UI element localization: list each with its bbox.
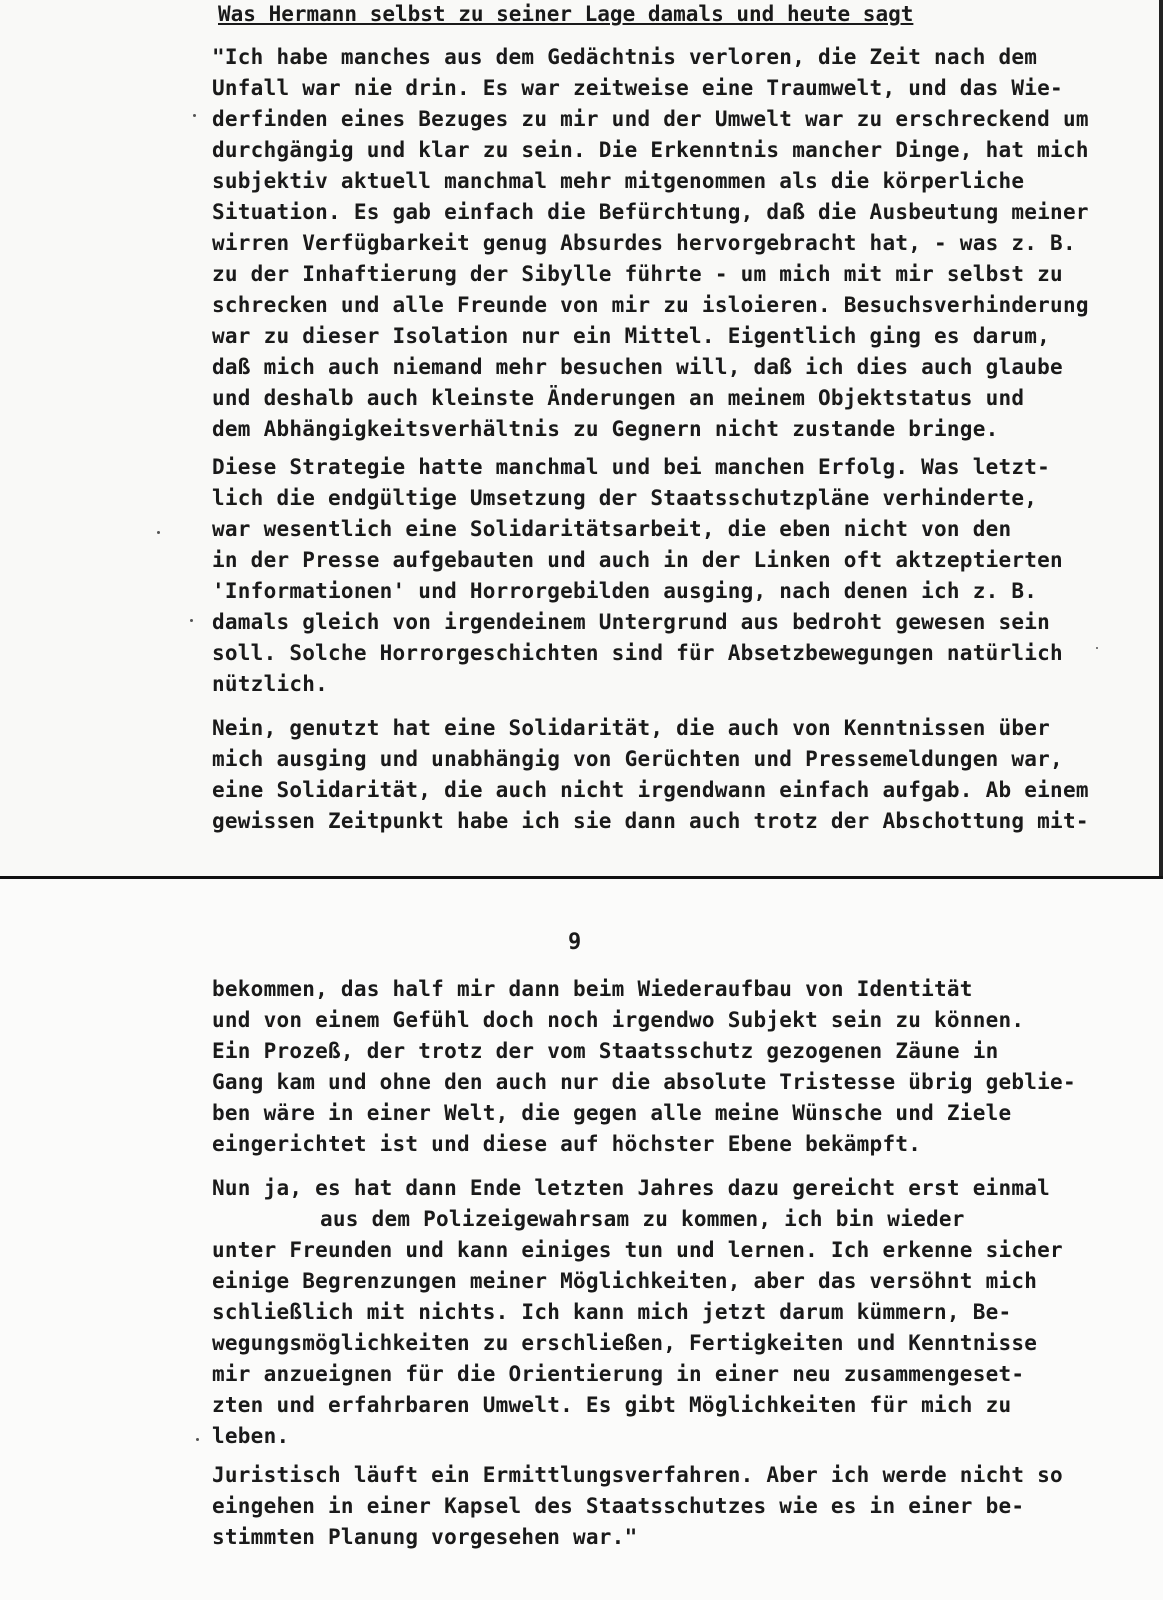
text-line: Nun ja, es hat dann Ende letzten Jahres dazu gereicht erst einmal [212,1176,1051,1200]
text-line: in der Presse aufgebauten und auch in der Linken oft aktzeptierten [212,548,1063,572]
text-line: derfinden eines Bezuges zu mir und der Umwelt war zu erschreckend um [212,107,1089,131]
text-line: bekommen, das half mir dann beim Wiederaufbau von Identität [212,977,973,1001]
text-line: Situation. Es gab einfach die Befürchtung, daß die Ausbeutung meiner [212,200,1089,224]
text-line: Gang kam und ohne den auch nur die absolute Tristesse übrig geblie- [212,1070,1076,1094]
text-line: zu der Inhaftierung der Sibylle führte - um mich mit mir selbst zu [212,262,1063,286]
text-line: Diese Strategie hatte manchmal und bei manchen Erfolg. Was letzt- [212,455,1051,479]
text-line: mich ausging und unabhängig von Gerüchten und Pressemeldungen war, [212,747,1063,771]
scan-speck [1096,647,1098,649]
text-line: leben. [212,1424,290,1448]
text-line: und von einem Gefühl doch noch irgendwo Subjekt sein zu können. [212,1008,1025,1032]
paragraph-2 [212,452,1112,700]
text-line: "Ich habe manches aus dem Gedächtnis verloren, die Zeit nach dem [212,45,1038,69]
paragraph-3 [212,713,1112,837]
text-line: damals gleich von irgendeinem Untergrund aus bedroht gewesen sein [212,610,1051,634]
paragraph-6 [212,1460,1112,1553]
text-line: gewissen Zeitpunkt habe ich sie dann auch trotz der Abschottung mit- [212,809,1089,833]
page-divider [0,876,1163,879]
scan-speck [190,619,193,622]
text-line: stimmten Planung vorgesehen war." [212,1525,638,1549]
scan-speck [157,531,160,534]
text-line: soll. Solche Horrorgeschichten sind für Absetzbewegungen natürlich [212,641,1063,665]
text-line: eingehen in einer Kapsel des Staatsschutzes wie es in einer be- [212,1494,1025,1518]
text-line: mir anzueignen für die Orientierung in einer neu zusammengeset- [212,1362,1025,1386]
text-line: schrecken und alle Freunde von mir zu isloieren. Besuchsverhinderung [212,293,1089,317]
text-line: wirren Verfügbarkeit genug Absurdes hervorgebracht hat, - was z. B. [212,231,1076,255]
text-line: war wesentlich eine Solidaritätsarbeit, die eben nicht von den [212,517,1012,541]
text-line: und deshalb auch kleinste Änderungen an meinem Objektstatus und [212,386,1025,410]
text-line: eine Solidarität, die auch nicht irgendwann einfach aufgab. Ab einem [212,778,1089,802]
text-line: wegungsmöglichkeiten zu erschließen, Fertigkeiten und Kenntnisse [212,1331,1038,1355]
scan-speck [193,114,196,117]
text-line: dem Abhängigkeitsverhältnis zu Gegnern nicht zustande bringe. [212,417,999,441]
paragraph-4 [212,974,1112,1160]
text-line: Unfall war nie drin. Es war zeitweise eine Traumwelt, und das Wie- [212,76,1063,100]
text-line: zten und erfahrbaren Umwelt. Es gibt Möglichkeiten für mich zu [212,1393,1012,1417]
text-line: durchgängig und klar zu sein. Die Erkenntnis mancher Dinge, hat mich [212,138,1089,162]
text-line: schließlich mit nichts. Ich kann mich jetzt darum kümmern, Be- [212,1300,1012,1324]
text-line: aus dem Polizeigewahrsam zu kommen, ich bin wieder [320,1207,965,1231]
text-line: war zu dieser Isolation nur ein Mittel. Eigentlich ging es darum, [212,324,1051,348]
text-line: daß mich auch niemand mehr besuchen will, daß ich dies auch glaube [212,355,1063,379]
page-edge-shadow [1159,0,1163,878]
section-heading: Was Hermann selbst zu seiner Lage damals und heute sagt [218,2,914,26]
text-line: Juristisch läuft ein Ermittlungsverfahren. Aber ich werde nicht so [212,1463,1063,1487]
text-line: einige Begrenzungen meiner Möglichkeiten, aber das versöhnt mich [212,1269,1038,1293]
text-line: unter Freunden und kann einiges tun und lernen. Ich erkenne sicher [212,1238,1063,1262]
text-line: lich die endgültige Umsetzung der Staatsschutzpläne verhinderte, [212,486,1038,510]
text-line: Nein, genutzt hat eine Solidarität, die auch von Kenntnissen über [212,716,1051,740]
text-line: subjektiv aktuell manchmal mehr mitgenommen als die körperliche [212,169,1025,193]
text-line: 'Informationen' und Horrorgebilden ausging, nach denen ich z. B. [212,579,1038,603]
paragraph-5 [212,1173,1112,1452]
paragraph-1 [212,42,1112,445]
page-number: 9 [568,930,582,955]
text-line: eingerichtet ist und diese auf höchster Ebene bekämpft. [212,1132,922,1156]
text-line: Ein Prozeß, der trotz der vom Staatsschutz gezogenen Zäune in [212,1039,999,1063]
text-line: nützlich. [212,672,329,696]
scan-speck [196,1438,199,1441]
text-line: ben wäre in einer Welt, die gegen alle meine Wünsche und Ziele [212,1101,1012,1125]
